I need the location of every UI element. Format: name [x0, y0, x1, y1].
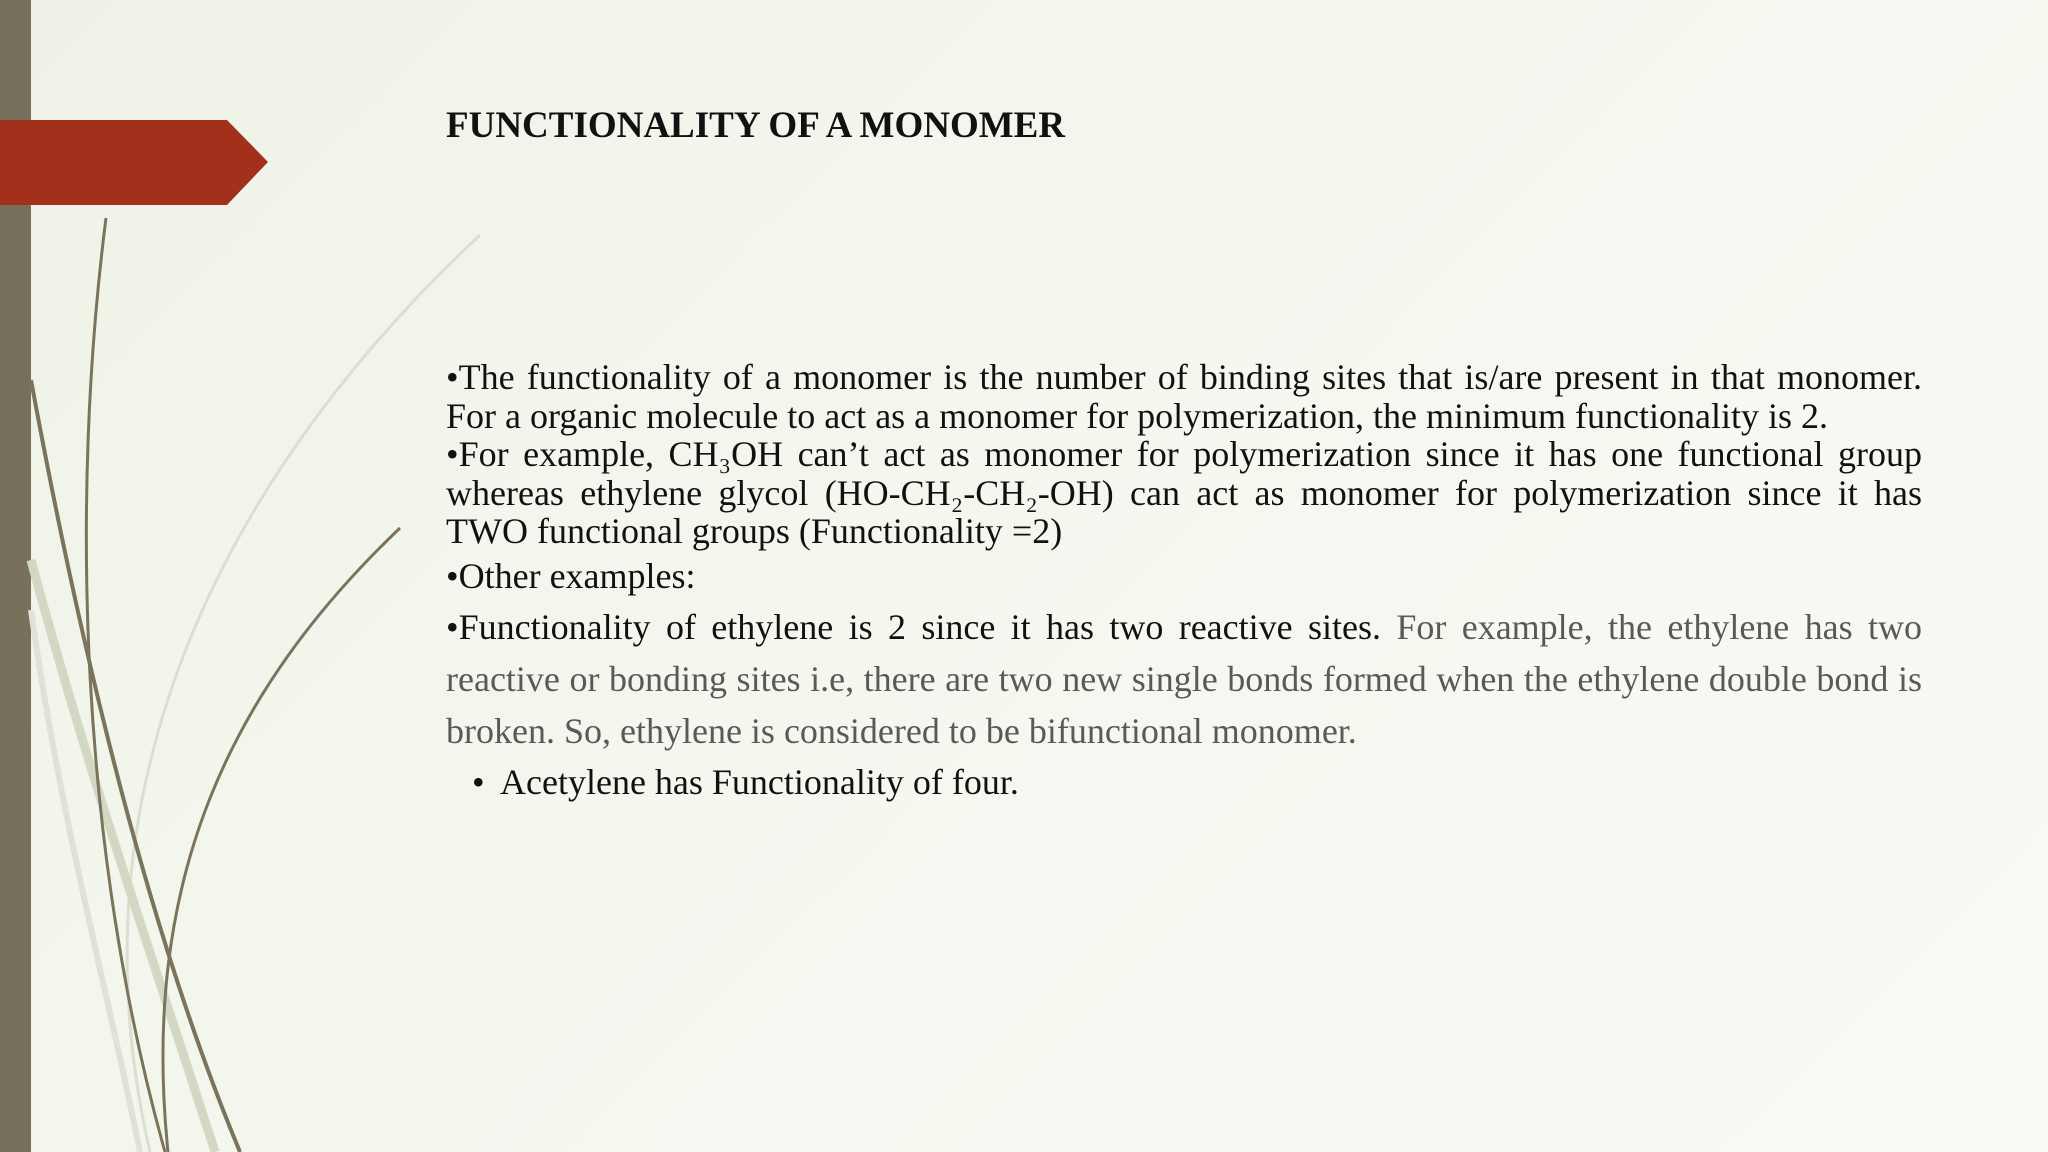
slide-body [446, 358, 1922, 807]
paragraph-example: •For example, CH₃OH can’t act as monomer for polymerization since it has one functional group whereas ethylene glycol (HO-CH₂-CH₂-OH) can act as monomer for polymerization since it has TWO functional groups (Functionality =2) [446, 434, 1922, 551]
slide-title: FUNCTIONALITY OF A MONOMER [446, 105, 1066, 146]
acetylene-text: Acetylene has Functionality of four. [500, 762, 1019, 802]
bullet-marker: • [472, 762, 485, 802]
curve-dark-1 [86, 218, 165, 1152]
title-flag-arrow [0, 120, 268, 205]
paragraph-ethylene [446, 601, 1922, 757]
ethylene-statement: •Functionality of ethylene is 2 since it has two reactive sites. [446, 607, 1381, 647]
ethylene-explanation: For example, the ethylene has two reactive or bonding sites i.e, there are two new single bonds formed when the ethylene double bond is broken. So, ethylene is considered to be bifunctional monomer. [446, 607, 1922, 751]
paragraph-other-examples: •Other examples: [446, 555, 696, 596]
curve-light-1 [127, 235, 480, 1152]
acetylene-bullet [472, 757, 1922, 807]
paragraph-definition: •The functionality of a monomer is the number of binding sites that is/are present in that monomer. For a organic molecule to act as a monomer for polymerization, the minimum functionality is 2. [446, 357, 1922, 436]
